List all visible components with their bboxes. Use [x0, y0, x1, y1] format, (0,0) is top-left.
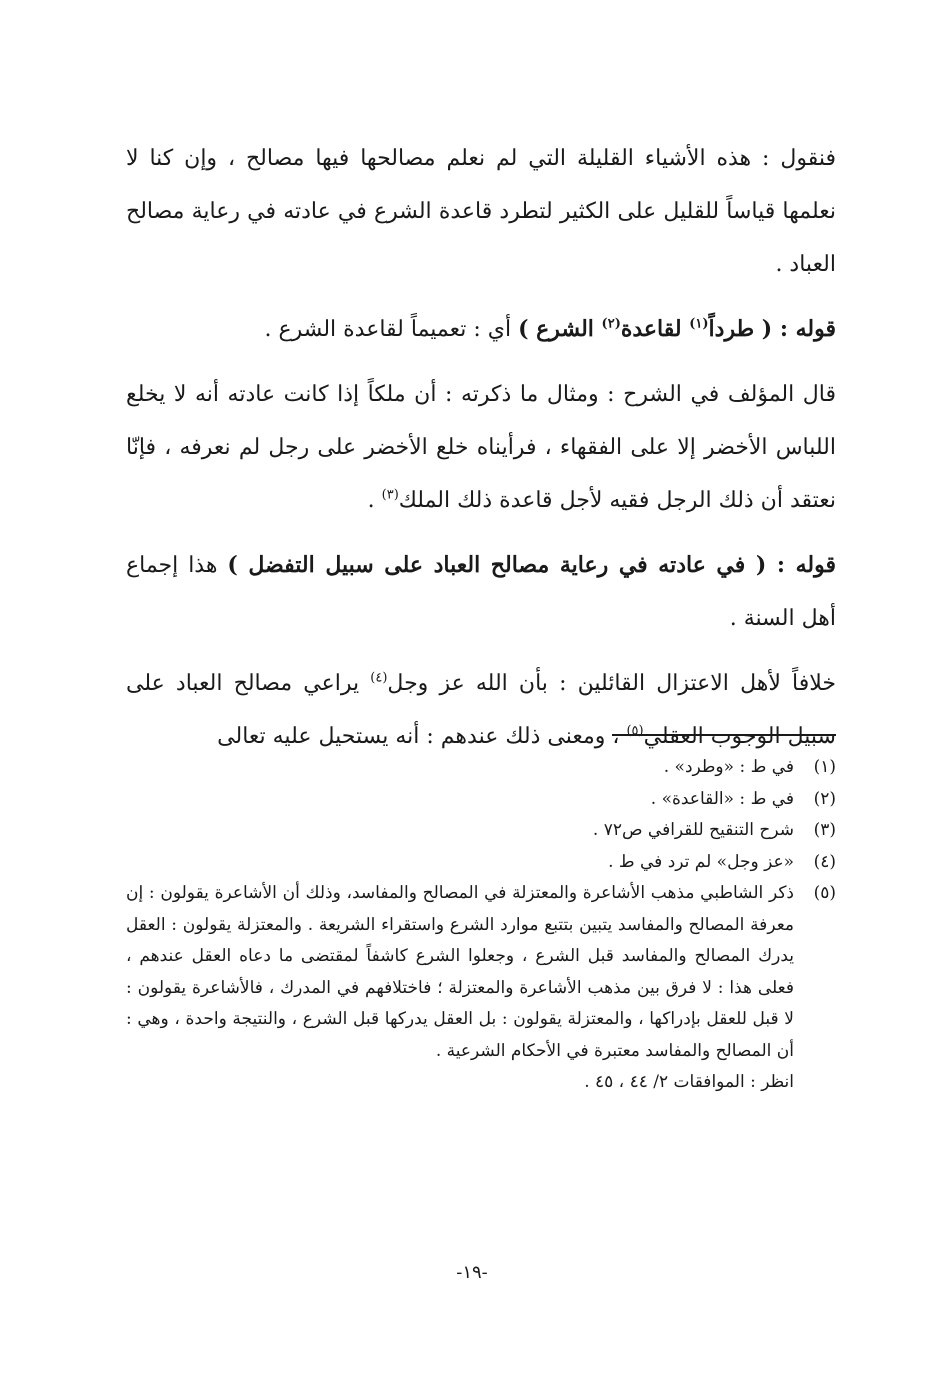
footnote-number: (٥) [813, 883, 836, 903]
footnote-reference: انظر : الموافقات ٢/ ٤٤ ، ٤٥ . [584, 1072, 794, 1092]
main-text-body [126, 132, 836, 775]
footnote-text: ذكر الشاطبي مذهب الأشاعرة والمعتزلة في المصالح والمفاسد، وذلك أن الأشاعرة يقولون : إن معرفة المصالح والمفاسد يتبين بتتبع موارد الشرع واستقراء الشريعة . والمعتزلة يقولون : العقل يدرك المصالح والمفاسد قبل الشرع ، وجعلوا الشرع كاشفاً لمقتضى ما دعاه العقل عندهم ، فعلى هذا : لا فرق بين مذهب الأشاعرة والمعتزلة ؛ فاختلافهم في المدرك ، فالأشاعرة يقولون : لا قبل للعقل بإدراكها ، والمعتزلة يقولون : بل العقل يدركها قبل الشرع ، والنتيجة واحدة ، وهي : أن المصالح والمفاسد معتبرة في الأحكام الشرعية . [126, 883, 794, 1061]
footnote-text: «عز وجل» لم ترد في ط . [608, 851, 794, 872]
footnote-text: شرح التنقيح للقرافي ص٧٢ . [592, 820, 794, 840]
paragraph-5: خلافاً لأهل الاعتزال القائلين : بأن الله عز وجل$^{(٤)}$ يراعي مصالح العباد على سبيل الوجوب العقلي$^{(٥)}$ ، ومعنى ذلك عندهم : أنه يستحيل عليه تعالى [126, 670, 836, 749]
footnote-number: (١) [813, 757, 836, 777]
footnote-text: في ط : «القاعدة» . [650, 788, 794, 809]
footnote-ref-3[interactable]: (٣) [381, 487, 399, 503]
footnote-1 [126, 752, 836, 784]
paragraph-4 [126, 539, 836, 645]
paragraph-2 [126, 303, 836, 356]
paragraph-1-text: فنقول : هذه الأشياء القليلة التي لم نعلم مصالحها فيها مصالح ، وإن كنا لا نعلمها قياساً للقليل على الكثير لتطرد قاعدة الشرع في عادته في رعاية مصالح العباد . [126, 146, 836, 277]
footnote-2 [126, 784, 836, 816]
page-number: -١٩- [456, 1262, 488, 1283]
footnote-ref-5[interactable]: (٥) [626, 723, 644, 739]
footnote-text: في ط : «وطرد» . [663, 757, 794, 777]
footnote-3 [126, 815, 836, 847]
footnote-number: (٢) [813, 788, 836, 809]
quote-heading-2: قوله : ( في عادته في رعاية مصالح العباد على سبيل التفضل ) [227, 552, 836, 578]
paragraph-5-text: خلافاً لأهل الاعتزال القائلين : بأن الله عز وجل [387, 671, 836, 696]
footnote-ref-2[interactable]: (٢) [601, 316, 621, 332]
quote-heading-1: قوله : ( طرداً$^{(١)}$ لقاعدة$^{(٢)}$ الشرع ) [518, 316, 836, 342]
paragraph-2-text: أي : تعميماً لقاعدة الشرع . [264, 317, 519, 342]
paragraph-1 [126, 132, 836, 291]
paragraph-3-text: قال المؤلف في الشرح : ومثال ما ذكرته : أن ملكاً إذا كانت عادته أنه لا يخلع اللباس الأخضر إلا على الفقهاء ، فرأيناه خلع الأخضر على رجل لم نعرفه ، فإنّا نعتقد أن ذلك الرجل فقيه لأجل قاعدة ذلك الملك [126, 382, 836, 513]
footnote-5 [126, 878, 836, 1099]
footnote-body [126, 878, 794, 1099]
footnote-ref-1[interactable]: (١) [689, 316, 709, 332]
footnote-ref-4[interactable]: (٤) [370, 670, 388, 686]
footnotes-section [126, 752, 836, 1099]
paragraph-4-text: هذا إجماع أهل السنة . [126, 553, 836, 631]
footnote-separator [612, 734, 836, 736]
footnote-number: (٤) [813, 851, 836, 872]
paragraph-3: قال المؤلف في الشرح : ومثال ما ذكرته : أن ملكاً إذا كانت عادته أنه لا يخلع اللباس الأخضر إلا على الفقهاء ، فرأيناه خلع الأخضر على رجل لم نعرفه ، فإنّا نعتقد أن ذلك الرجل فقيه لأجل قاعدة ذلك الملك$^{(٣)}$ . [126, 382, 836, 513]
footnote-number: (٣) [813, 820, 836, 840]
footnote-4 [126, 847, 836, 879]
